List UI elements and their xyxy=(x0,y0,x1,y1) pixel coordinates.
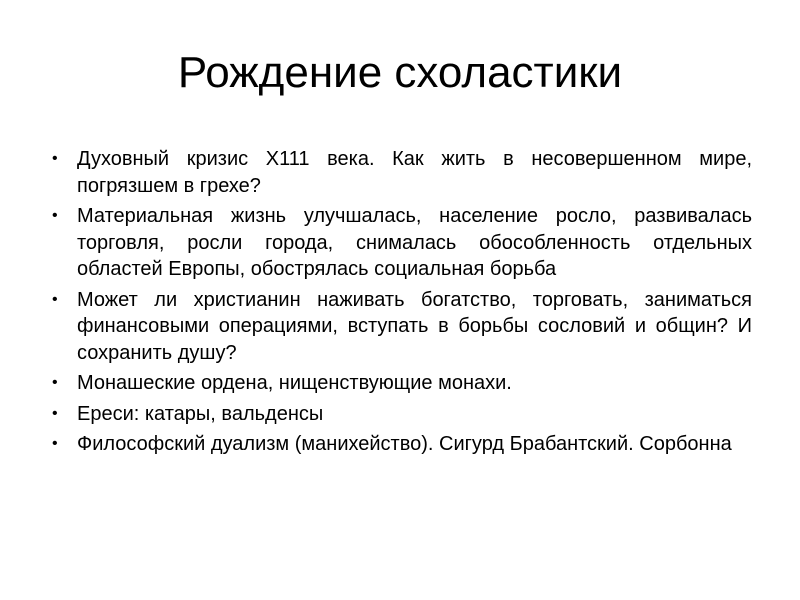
bullet-item xyxy=(52,287,752,367)
bullet-dot-icon: • xyxy=(52,150,58,167)
bullet-dot-icon: • xyxy=(52,290,58,308)
slide-title: Рождение схоластики xyxy=(177,48,623,97)
bullet-text: Духовный кризис Х111 века. Как жить в несовершенном мире, погрязшем в грехе? xyxy=(77,148,752,197)
bullet-list xyxy=(52,146,752,462)
bullet-dot-icon: • xyxy=(52,207,58,224)
bullet-item xyxy=(52,401,752,428)
bullet-item xyxy=(52,203,752,283)
bullet-item xyxy=(52,146,752,199)
bullet-dot-icon: • xyxy=(52,435,58,452)
bullet-item xyxy=(52,370,752,397)
bullet-dot-icon: • xyxy=(52,374,58,391)
bullet-dot-icon: • xyxy=(52,404,58,422)
bullet-text: Монашеские ордена, нищенствующие монахи. xyxy=(77,372,512,394)
bullet-text: Философский дуализм (манихейство). Сигурд Брабантский. Сорбонна xyxy=(77,433,732,455)
bullet-item xyxy=(52,431,752,458)
bullet-text: Может ли христианин наживать богатство, торговать, заниматься финансовыми операциями, вступать в борьбы сословий и общин? И сохранить душу? xyxy=(77,288,752,364)
bullet-text: Материальная жизнь улучшалась, население росло, развивалась торговля, росли города, снималась обособленность отдельных областей Европы, обострялась социальная борьба xyxy=(77,205,752,280)
bullet-text: Ереси: катары, вальденсы xyxy=(77,402,324,425)
